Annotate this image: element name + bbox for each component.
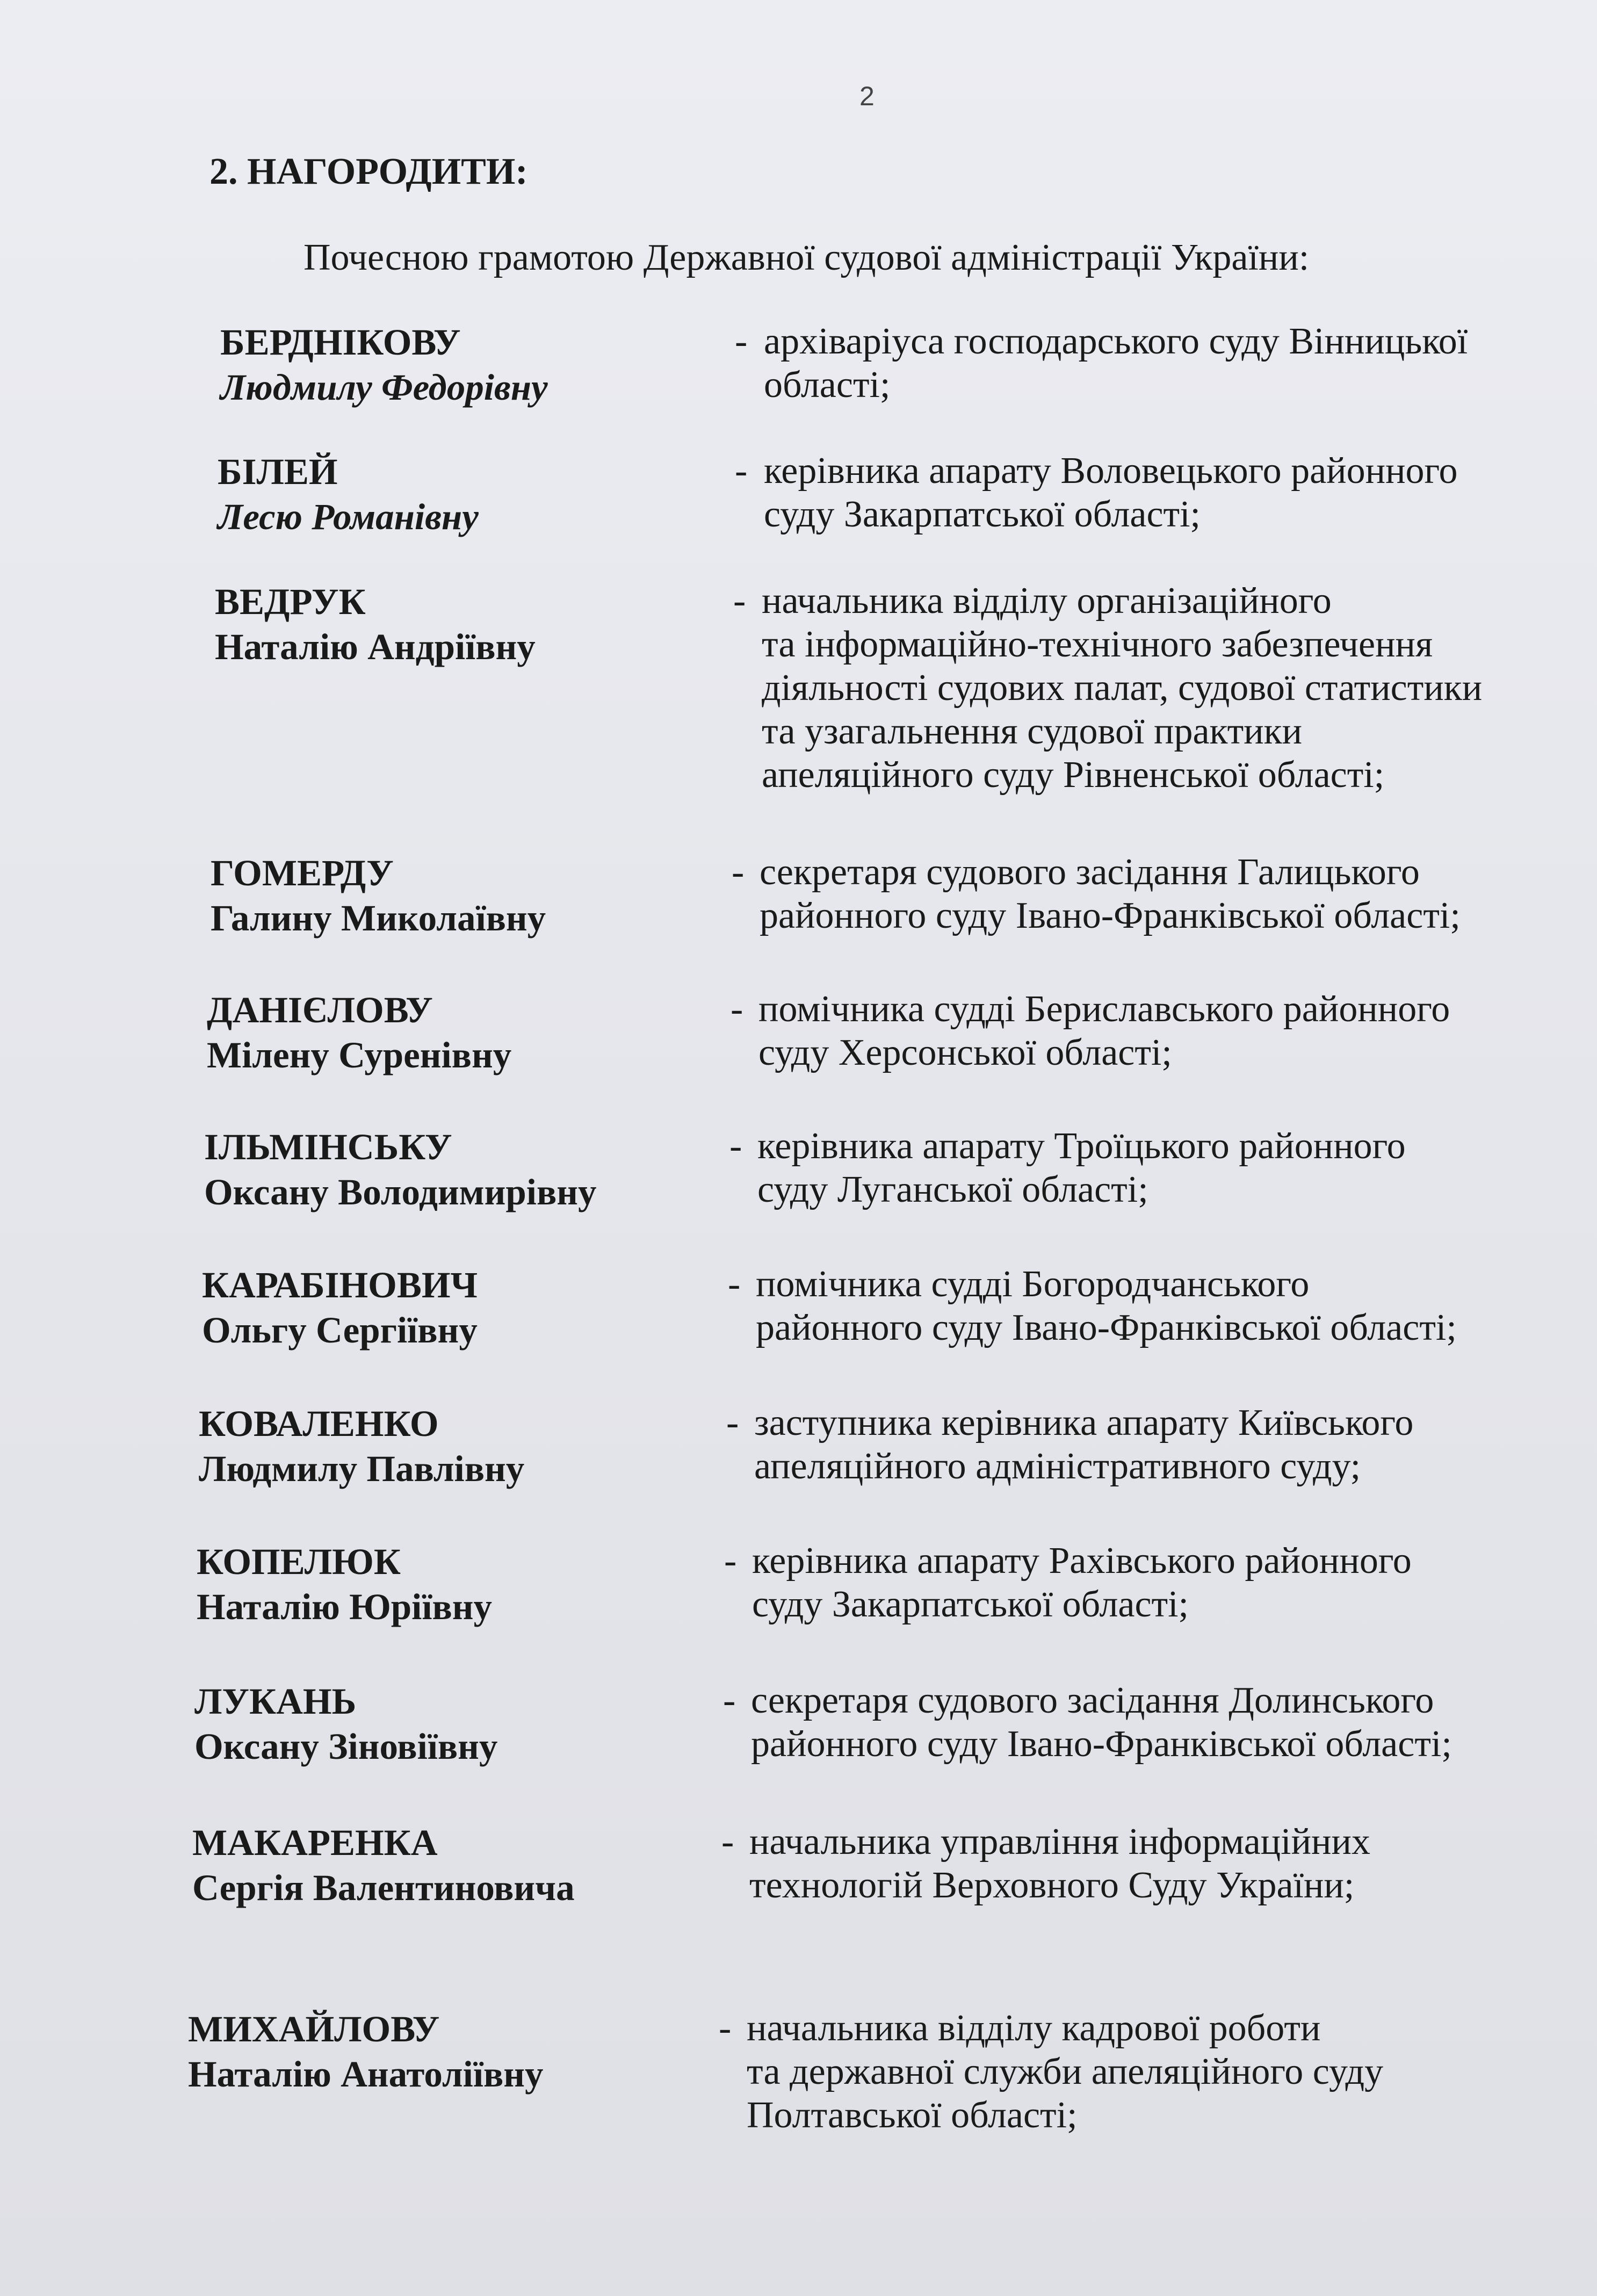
person-given-name: Сергія Валентиновича <box>192 1867 575 1908</box>
person-name <box>188 2006 544 2097</box>
person-position: керівника апарату Рахівського районного суду Закарпатської області; <box>752 1540 1412 1625</box>
person-given-name: Ольгу Сергіївну <box>202 1310 478 1351</box>
person-position: секретаря судового засідання Долинського районного суду Івано-Франківської області; <box>751 1680 1452 1765</box>
list-dash: - <box>719 2008 732 2049</box>
list-dash: - <box>735 450 748 492</box>
person-name <box>211 850 546 941</box>
person-given-name: Людмилу Павлівну <box>199 1448 525 1489</box>
list-dash: - <box>726 1402 739 1443</box>
list-dash: - <box>724 1540 737 1582</box>
person-name <box>215 579 536 669</box>
award-intro: Почесною грамотою Державної судової адміністрації України: <box>303 237 1310 278</box>
list-dash: - <box>723 1680 736 1721</box>
list-dash: - <box>721 1821 734 1862</box>
person-given-name: Наталію Андріївну <box>215 626 536 667</box>
section-heading: 2. НАГОРОДИТИ: <box>209 151 528 192</box>
person-name <box>199 1401 524 1491</box>
person-position: начальника відділу кадрової роботи та державної служби апеляційного суду Полтавської області; <box>747 2008 1384 2136</box>
list-dash: - <box>733 580 746 622</box>
list-dash: - <box>729 1125 742 1167</box>
person-surname: ЛУКАНЬ <box>194 1681 357 1722</box>
person-given-name: Галину Миколаївну <box>211 898 546 938</box>
person-position: керівника апарату Воловецького районного суду Закарпатської області; <box>764 450 1458 535</box>
person-name <box>204 1124 597 1215</box>
person-given-name: Мілену Суренівну <box>207 1035 512 1075</box>
person-name <box>202 1262 478 1353</box>
list-dash: - <box>728 1263 741 1305</box>
person-given-name: Наталію Анатоліївну <box>188 2054 544 2095</box>
person-surname: ДАНІЄЛОВУ <box>207 990 433 1030</box>
person-surname: БІЛЕЙ <box>218 451 338 492</box>
person-name <box>207 987 511 1078</box>
person-surname: БЕРДНІКОВУ <box>220 322 461 363</box>
person-name <box>197 1539 492 1629</box>
person-surname: ВЕДРУК <box>215 581 366 622</box>
person-name <box>218 449 479 539</box>
person-surname: ГОМЕРДУ <box>211 853 394 893</box>
person-given-name: Оксану Зіновіївну <box>194 1726 498 1767</box>
person-given-name: Наталію Юріївну <box>197 1586 493 1627</box>
person-name <box>194 1679 497 1769</box>
person-position: начальника відділу організаційного та інформаційно-технічного забезпечення діяльності судових палат, судової статистики та узагальнення судової практики апеляційного суду Рівненської області; <box>762 580 1483 796</box>
person-name <box>192 1820 575 1910</box>
person-position: архіваріуса господарського суду Вінницької області; <box>764 321 1468 406</box>
person-position: керівника апарату Троїцького районного суду Луганської області; <box>757 1125 1406 1210</box>
person-given-name: Оксану Володимирівну <box>204 1172 597 1212</box>
person-surname: КОВАЛЕНКО <box>199 1403 439 1444</box>
list-dash: - <box>735 321 748 362</box>
person-surname: КОПЕЛЮК <box>197 1541 401 1582</box>
person-position: помічника судді Бериславського районного суду Херсонської області; <box>758 988 1450 1073</box>
person-surname: КАРАБІНОВИЧ <box>202 1265 478 1305</box>
person-position: заступника керівника апарату Київського апеляційного адміністративного суду; <box>754 1402 1414 1487</box>
person-given-name: Лесю Романівну <box>218 496 479 537</box>
list-dash: - <box>732 851 745 893</box>
list-dash: - <box>731 988 743 1030</box>
person-surname: МИХАЙЛОВУ <box>188 2009 440 2049</box>
person-position: помічника судді Богородчанського районного суду Івано-Франківської області; <box>756 1263 1457 1348</box>
person-position: начальника управління інформаційних технологій Верховного Суду України; <box>749 1821 1370 1906</box>
person-position: секретаря судового засідання Галицького районного суду Івано-Франківської області; <box>760 851 1461 936</box>
person-name <box>220 320 548 410</box>
person-surname: МАКАРЕНКА <box>192 1822 438 1863</box>
page-number: 2 <box>859 81 875 111</box>
person-surname: ІЛЬМІНСЬКУ <box>204 1127 452 1167</box>
person-given-name: Людмилу Федорівну <box>220 367 548 408</box>
